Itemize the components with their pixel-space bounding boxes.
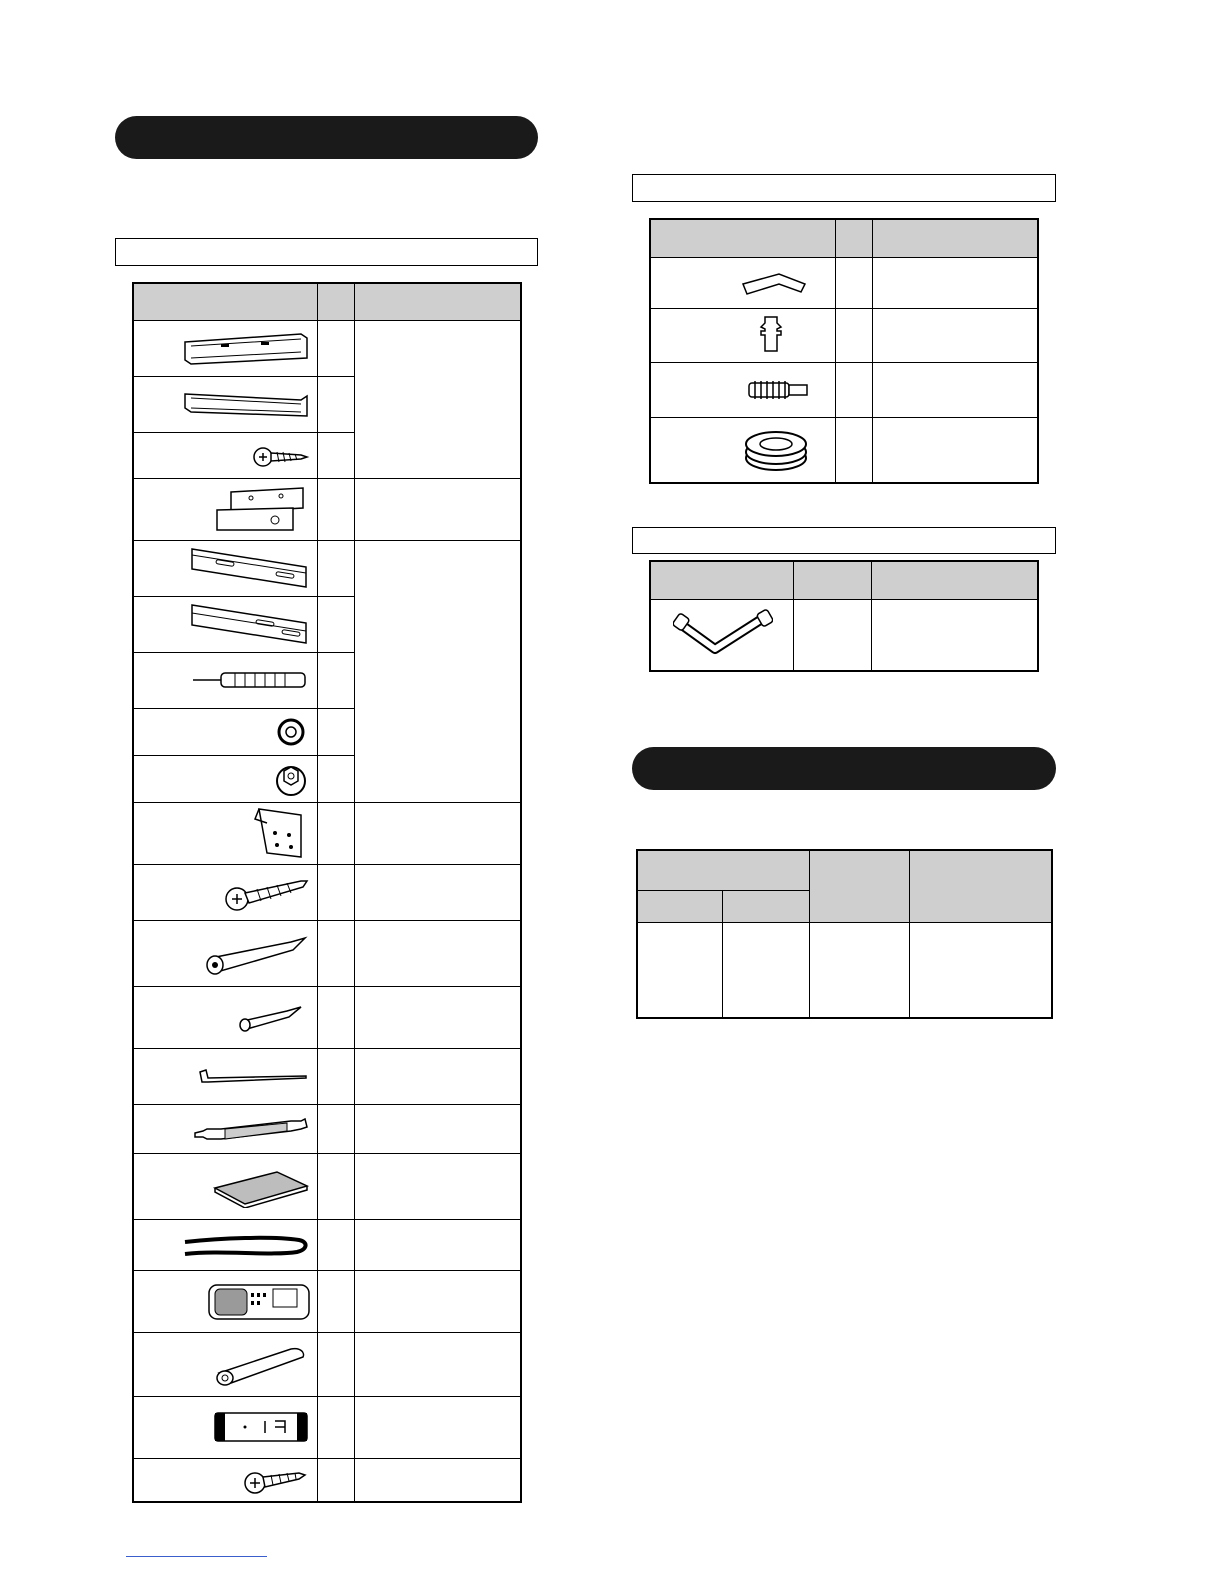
tapping-screw-icon	[251, 437, 311, 473]
table-row	[133, 1048, 521, 1104]
header-cell	[910, 850, 1052, 922]
table-row	[133, 478, 521, 540]
drain-elbow-icon	[739, 266, 809, 300]
mounting-plate-alt-icon	[181, 384, 311, 424]
header-cell	[835, 219, 872, 257]
hex-nut-icon	[271, 759, 311, 799]
angle-bracket-icon	[186, 545, 311, 591]
sponge-pad-icon	[211, 1164, 311, 1208]
table-row	[133, 920, 521, 986]
table-header-row	[650, 561, 1038, 599]
table-header-row	[133, 283, 521, 320]
table-row	[650, 308, 1038, 362]
parts-caption-left	[115, 238, 538, 266]
table-row	[133, 1332, 521, 1396]
cable-tie-icon	[196, 1064, 311, 1088]
rubber-grommet-icon	[743, 426, 809, 474]
table-row	[133, 1219, 521, 1270]
table-row	[133, 1104, 521, 1153]
battery-icon	[211, 1341, 311, 1387]
header-cell	[650, 561, 794, 599]
footer-link-underline[interactable]	[126, 1556, 267, 1557]
small-screw-icon	[241, 1463, 311, 1497]
accessories-table-right	[649, 218, 1039, 484]
mounting-plate-icon	[181, 328, 311, 368]
table-header-row	[637, 850, 1052, 890]
anchor-bolt-icon	[191, 665, 311, 695]
angle-bracket-alt-icon	[186, 601, 311, 647]
long-screw-icon	[221, 869, 311, 915]
remote-control-icon	[207, 1279, 311, 1323]
table-row	[133, 1153, 521, 1219]
header-cell	[872, 219, 1038, 257]
table-row	[133, 1270, 521, 1332]
header-cell	[650, 219, 835, 257]
small-sleeve-icon	[231, 997, 311, 1037]
table-row	[133, 1458, 521, 1502]
accessories-caption-right	[632, 174, 1056, 202]
section-band-right	[632, 747, 1056, 790]
bellows-hose-icon	[747, 377, 809, 403]
header-cell	[133, 283, 318, 320]
table-row	[650, 257, 1038, 308]
table-row	[133, 986, 521, 1048]
table-row	[637, 922, 1052, 1018]
insulation-sleeve-icon	[201, 928, 311, 978]
remote-holder-icon	[211, 1407, 311, 1447]
bracket-block-icon	[211, 484, 311, 534]
table-row	[133, 802, 521, 864]
header-cell	[637, 850, 809, 890]
small-plate-icon	[241, 805, 311, 861]
pipe-caption-right	[632, 527, 1056, 554]
spring-washer-icon	[271, 714, 311, 750]
table-row	[133, 320, 521, 376]
bent-pipe-icon	[673, 609, 773, 661]
header-cell	[637, 890, 723, 922]
pipe-table-right	[649, 560, 1039, 672]
header-cell	[871, 561, 1038, 599]
table-row	[650, 362, 1038, 417]
header-cell	[794, 561, 871, 599]
header-cell	[354, 283, 521, 320]
table-header-row	[650, 219, 1038, 257]
section-band-left	[115, 116, 538, 159]
table-row	[650, 599, 1038, 671]
header-cell	[723, 890, 810, 922]
table-row	[133, 1396, 521, 1458]
spec-table-right	[636, 849, 1053, 1019]
header-cell	[809, 850, 910, 922]
table-row	[133, 540, 521, 596]
drain-hose-icon	[191, 1109, 311, 1149]
parts-table-left	[132, 282, 522, 1503]
table-row	[650, 417, 1038, 483]
header-cell	[318, 283, 355, 320]
rubber-cord-icon	[181, 1230, 311, 1260]
table-row	[133, 864, 521, 920]
drain-cap-icon	[759, 315, 783, 355]
